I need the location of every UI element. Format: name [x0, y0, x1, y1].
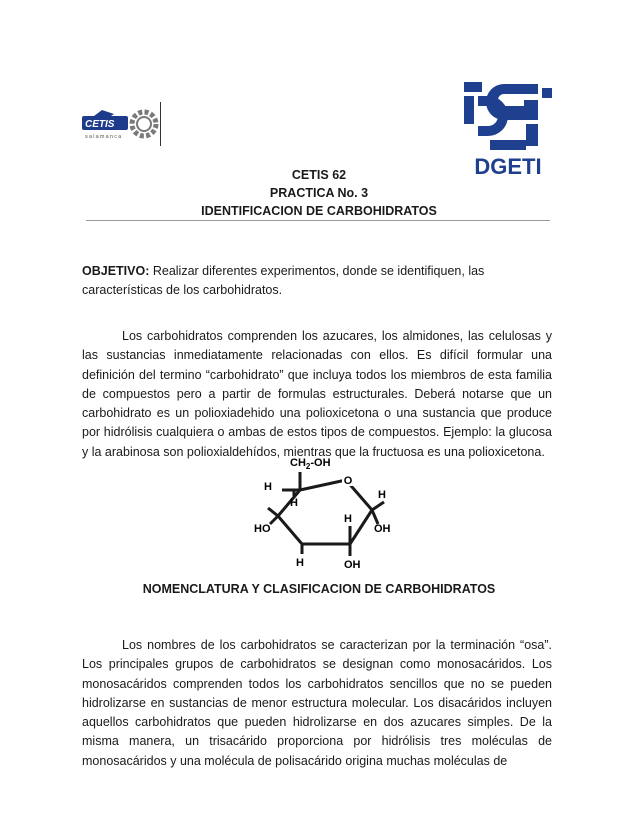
objective: [82, 262, 552, 300]
dgeti-emblem-icon: [464, 82, 552, 150]
oh-label: OH: [344, 559, 361, 570]
ch2oh-label: $CH_2-OH$: [290, 457, 331, 471]
section-title: NOMENCLATURA Y CLASIFICACION DE CARBOHIDRATOS: [142, 582, 496, 596]
cetis-gear-icon: [132, 112, 156, 136]
cetis-logo: [78, 100, 162, 148]
paragraph-nomenclature: Los nombres de los carbohidratos se caracterizan por la terminación “osa”. Los principales grupos de carbohidratos se designan como monosacáridos. Los monosacáridos comprenden todos los carbohidratos sencillos que no se pueden hidrolizarse en sustancias de menor estructura molecular. Los disacáridos incluyen aquellos carbohidratos que pueden hidrolizarse en dos azucares simples. De la misma manera, un trisacárido proporciona por hidrólisis tres moléculas de monosacáridos y una molécula de polisacárido origina muchas moléculas de: [82, 638, 552, 768]
dgeti-logo: [460, 74, 556, 178]
objective-text: Realizar diferentes experimentos, donde se identifiquen, las características de los carbohidratos.: [82, 264, 485, 297]
cetis-logo-text: CETIS: [85, 119, 115, 130]
dgeti-logo-text: DGETI: [474, 154, 542, 178]
paragraph-intro: Los carbohidratos comprenden los azucares, los almidones, las celulosas y las sustancias inmediatamente relacionadas con ellos. Es difícil formular una definición del termino “carbohidrato” que incluya todos los miembros de esta familia de compuestos pero a partir de formulas estructurales. Deberá notarse que un carbohidrato es un polioxiadehido una polioxicetona o una sustancia que produce por hidrólisis cualquiera o ambas de estos tipos de compuestos. Ejemplo: la glucosa y la arabinosa son polioxialdehídos, mientras que la fructuosa es una polioxicetona.: [82, 329, 552, 459]
oh-label: OH: [374, 523, 391, 535]
document-header: [0, 166, 638, 220]
practice-number: PRACTICA No. 3: [269, 186, 369, 200]
h-label: H: [296, 557, 304, 569]
h-label: H: [344, 513, 352, 525]
header-divider: [86, 220, 550, 221]
h-label: H: [290, 497, 298, 509]
h-label: H: [264, 481, 272, 493]
h-label: H: [378, 489, 386, 501]
logo-divider: [160, 102, 161, 146]
ring-oxygen: O: [343, 475, 353, 487]
school-name: CETIS 62: [291, 168, 347, 182]
cetis-logo-sub: salamanca: [85, 134, 123, 140]
practice-title: IDENTIFICACION DE CARBOHIDRATOS: [201, 204, 437, 218]
ho-label: HO: [254, 523, 271, 535]
glucose-structure-diagram: [250, 452, 410, 570]
objective-label: OBJETIVO:: [82, 264, 150, 278]
